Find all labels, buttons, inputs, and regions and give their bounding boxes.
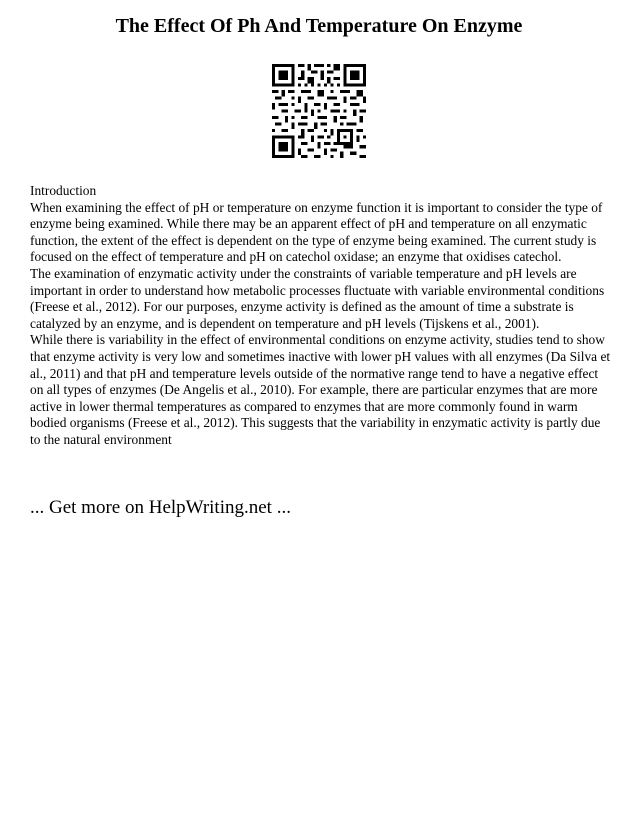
paragraph: When examining the effect of pH or temperature on enzyme function it is important to consider the type of enzyme being examined. While there may be an apparent effect of pH and temperature on all enzymatic function, the extent of the effect is dependent on the type of enzyme being examined. The current study is focused on the effect of temperature and pH on catechol oxidase; an enzyme that oxidises catechol. <box>30 199 603 265</box>
paragraph: The examination of enzymatic activity under the constraints of variable temperature and pH levels are important in order to understand how metabolic processes fluctuate with variable environmental conditions (Freese et al., 2012). For our purposes, enzyme activity is defined as the amount of time a substrate is catalyzed by an enzyme, and is dependent on temperature and pH levels (Tijskens et al., 2001). <box>30 265 605 331</box>
get-more-link[interactable]: ... Get more on HelpWriting.net ... <box>30 497 291 518</box>
qr-code-icon[interactable] <box>272 64 366 158</box>
paragraph: While there is variability in the effect of environmental conditions on enzyme activity, studies tend to show that enzyme activity is very low and sometimes inactive with lower pH values with all enzymes (Da Silva et al., 2011) and that pH and temperature levels outside of the normative range tend to have a negative effect on all types of enzymes (De Angelis et al., 2010). For example, there are particular enzymes that are more active in lower thermal temperatures as compared to enzymes that are more commonly found in warm bodied organisms (Freese et al., 2012). This suggests that the variability in enzymatic activity is partly due to the natural environment <box>30 332 611 447</box>
intro-heading: Introduction <box>30 183 97 198</box>
page-title: The Effect Of Ph And Temperature On Enzyme <box>115 15 523 37</box>
body-text <box>30 183 612 449</box>
